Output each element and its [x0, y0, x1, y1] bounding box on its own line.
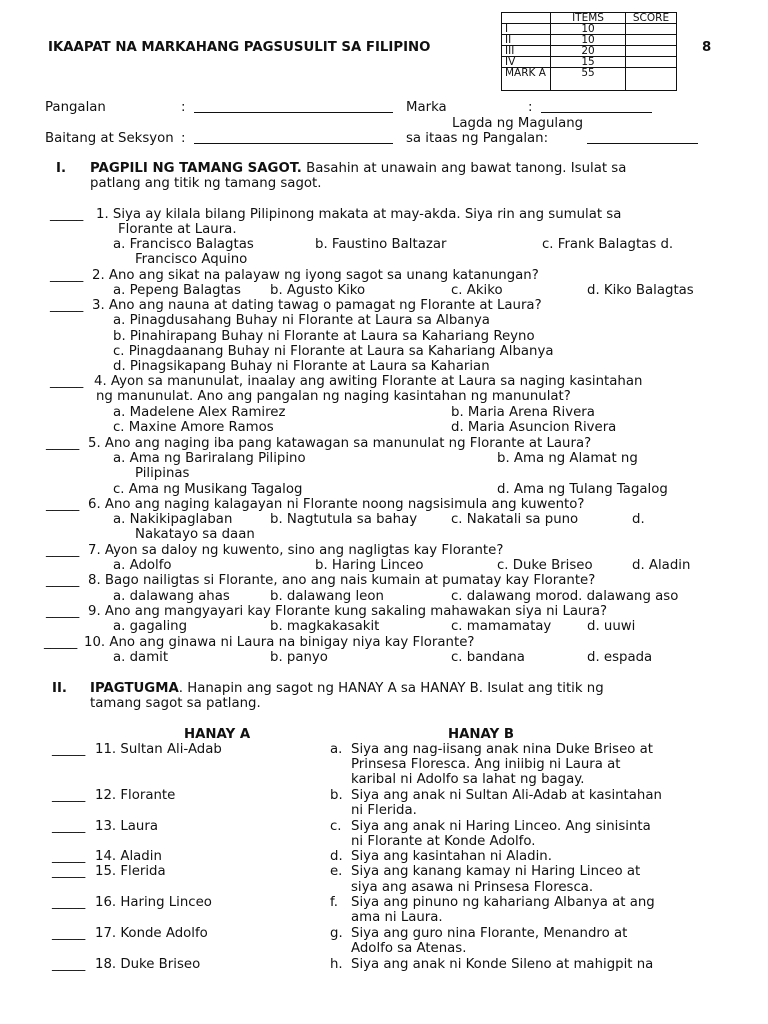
choice: a. Pepeng Balagtas	[113, 283, 241, 298]
answer-blank-12[interactable]: _____	[52, 788, 86, 803]
choice: c. dalawang morod. dalawang aso	[451, 589, 679, 604]
choice: a. gagaling	[113, 619, 188, 634]
question-10: 10. Ano ang ginawa ni Laura na binigay niya kay Florante?	[84, 635, 475, 650]
choice: Pilipinas	[135, 466, 190, 481]
choice: a. Nakikipaglaban	[113, 512, 233, 527]
choice: b. panyo	[270, 650, 328, 665]
choice: d. Kiko Balagtas	[587, 283, 694, 298]
score-row-2: II 10	[502, 35, 677, 46]
hanay-b-item: Siya ang nag-iisang anak nina Duke Briseo at	[351, 742, 653, 757]
choice: a. damit	[113, 650, 169, 665]
choice: d. Ama ng Tulang Tagalog	[497, 482, 668, 497]
question-6: 6. Ano ang naging kalagayan ni Florante noong nagsisimula ang kuwento?	[88, 497, 585, 512]
part1-number: I.	[56, 161, 66, 176]
answer-blank-14[interactable]: _____	[52, 849, 86, 864]
choice: b. Haring Linceo	[315, 558, 424, 573]
score-table	[501, 12, 677, 91]
choice: c. bandana	[451, 650, 525, 665]
choice: b. Nagtutula sa bahay	[270, 512, 418, 527]
choice: b. Pinahirapang Buhay ni Florante at Laura sa Kahariang Reyno	[113, 329, 535, 344]
marka-field[interactable]	[541, 100, 652, 113]
answer-blank-3[interactable]: _____	[50, 298, 84, 313]
score-row-4: IV 15	[502, 57, 677, 68]
answer-blank-8[interactable]: _____	[46, 573, 80, 588]
hanay-b-letter: d.	[330, 849, 343, 864]
hanay-b-letter: e.	[330, 864, 343, 879]
baitang-label: Baitang at Seksyon	[45, 131, 174, 146]
marka-label: Marka	[406, 100, 447, 115]
part1-instruction-cont: patlang ang titik ng tamang sagot.	[90, 176, 322, 191]
choice: a. Madelene Alex Ramirez	[113, 405, 286, 420]
choice: c. mamamatay	[451, 619, 552, 634]
score-row-3: III 20	[502, 46, 677, 57]
question-9: 9. Ano ang mangyayari kay Florante kung sakaling mahawakan siya ni Laura?	[88, 604, 608, 619]
baitang-field[interactable]	[194, 131, 393, 144]
part2-instruction: IPAGTUGMA. Hanapin ang sagot ng HANAY A sa HANAY B. Isulat ang titik ng	[90, 681, 604, 696]
choice: a. Francisco Balagtas	[113, 237, 254, 252]
choice: b. Faustino Baltazar	[315, 237, 447, 252]
choice: c. Nakatali sa puno	[451, 512, 579, 527]
question-4: 4. Ayon sa manunulat, inaalay ang awiting Florante at Laura sa naging kasintahan	[94, 374, 643, 389]
answer-blank-2[interactable]: _____	[50, 268, 84, 283]
hanay-a-item: 18. Duke Briseo	[95, 957, 201, 972]
hanay-b-letter: b.	[330, 788, 343, 803]
hanay-b-item: Siya ang anak ni Haring Linceo. Ang sinisinta	[351, 819, 651, 834]
hanay-a-item: 14. Aladin	[95, 849, 162, 864]
score-row-1: I 10	[502, 24, 677, 35]
answer-blank-9[interactable]: _____	[46, 604, 80, 619]
hanay-a-heading: HANAY A	[184, 727, 251, 742]
choice: c. Maxine Amore Ramos	[113, 420, 274, 435]
choice: c. Ama ng Musikang Tagalog	[113, 482, 303, 497]
name-field[interactable]	[194, 100, 393, 113]
question-8: 8. Bago nailigtas si Florante, ano ang nais kumain at pumatay kay Florante?	[88, 573, 596, 588]
answer-blank-17[interactable]: _____	[52, 926, 86, 941]
choice: d.	[632, 512, 645, 527]
part2-number: II.	[52, 681, 67, 696]
score-table-header: ITEMS SCORE	[502, 13, 677, 24]
hanay-b-heading: HANAY B	[448, 727, 514, 742]
answer-blank-5[interactable]: _____	[46, 436, 80, 451]
answer-blank-10[interactable]: _____	[44, 635, 78, 650]
hanay-a-item: 17. Konde Adolfo	[95, 926, 208, 941]
answer-blank-18[interactable]: _____	[52, 957, 86, 972]
question-2: 2. Ano ang sikat na palayaw ng iyong sagot sa unang katanungan?	[92, 268, 539, 283]
choice: a. Adolfo	[113, 558, 172, 573]
question-5: 5. Ano ang naging iba pang katawagan sa manunulat ng Florante at Laura?	[88, 436, 592, 451]
choice: d. uuwi	[587, 619, 636, 634]
hanay-b-item: Siya ang pinuno ng kahariang Albanya at ang	[351, 895, 655, 910]
choice: c. Frank Balagtas d.	[542, 237, 674, 252]
hanay-a-item: 12. Florante	[95, 788, 176, 803]
choice: b. dalawang leon	[270, 589, 384, 604]
hanay-b-item: Siya ang anak ni Konde Sileno at mahigpit na	[351, 957, 654, 972]
choice: c. Akiko	[451, 283, 503, 298]
choice: b. Ama ng Alamat ng	[497, 451, 638, 466]
score-row-total: MARK A 55	[502, 68, 677, 91]
choice: d. Pinagsikapang Buhay ni Florante at Laura sa Kaharian	[113, 359, 490, 374]
answer-blank-1[interactable]: _____	[50, 207, 84, 222]
question-7: 7. Ayon sa daloy ng kuwento, sino ang nagligtas kay Florante?	[88, 543, 504, 558]
answer-blank-16[interactable]: _____	[52, 895, 86, 910]
choice: d. Maria Asuncion Rivera	[451, 420, 617, 435]
choice: a. Pinagdusahang Buhay ni Florante at Laura sa Albanya	[113, 313, 490, 328]
hanay-b-letter: f.	[330, 895, 338, 910]
score-cell[interactable]	[626, 35, 677, 46]
name-label: Pangalan	[45, 100, 106, 115]
hanay-b-item: Siya ang anak ni Sultan Ali-Adab at kasintahan	[351, 788, 662, 803]
hanay-a-item: 15. Flerida	[95, 864, 166, 879]
score-cell[interactable]	[626, 68, 677, 91]
document-title: IKAAPAT NA MARKAHANG PAGSUSULIT SA FILIPINO	[48, 40, 431, 55]
hanay-a-item: 16. Haring Linceo	[95, 895, 212, 910]
part2-instruction-cont: tamang sagot sa patlang.	[90, 696, 261, 711]
hanay-b-letter: g.	[330, 926, 343, 941]
hanay-b-letter: a.	[330, 742, 343, 757]
lagda-label-2: sa itaas ng Pangalan:	[406, 131, 549, 146]
question-1: 1. Siya ay kilala bilang Pilipinong makata at may-akda. Siya rin ang sumulat sa	[96, 207, 622, 222]
choice: b. Agusto Kiko	[270, 283, 366, 298]
choice: b. magkakasakit	[270, 619, 380, 634]
choice: d. Aladin	[632, 558, 691, 573]
grade-level: 8	[702, 40, 712, 55]
question-3: 3. Ano ang nauna at dating tawag o pamagat ng Florante at Laura?	[92, 298, 542, 313]
choice: b. Maria Arena Rivera	[451, 405, 595, 420]
choice: Nakatayo sa daan	[135, 527, 255, 542]
hanay-b-letter: c.	[330, 819, 342, 834]
part1-instruction: PAGPILI NG TAMANG SAGOT. Basahin at unawain ang bawat tanong. Isulat sa	[90, 161, 627, 176]
answer-blank-7[interactable]: _____	[46, 543, 80, 558]
choice: Francisco Aquino	[135, 252, 248, 267]
hanay-b-item: Siya ang kanang kamay ni Haring Linceo at	[351, 864, 641, 879]
score-cell[interactable]	[626, 46, 677, 57]
choice: c. Pinagdaanang Buhay ni Florante at Laura sa Kahariang Albanya	[113, 344, 554, 359]
lagda-label: Lagda ng Magulang	[452, 116, 584, 131]
hanay-a-item: 13. Laura	[95, 819, 158, 834]
hanay-b-item: Siya ang guro nina Florante, Menandro at	[351, 926, 628, 941]
hanay-b-letter: h.	[330, 957, 343, 972]
lagda-field[interactable]	[587, 131, 698, 144]
answer-blank-13[interactable]: _____	[52, 819, 86, 834]
choice: c. Duke Briseo	[497, 558, 593, 573]
answer-blank-11[interactable]: _____	[52, 742, 86, 757]
hanay-a-item: 11. Sultan Ali-Adab	[95, 742, 222, 757]
choice: a. Ama ng Bariralang Pilipino	[113, 451, 306, 466]
answer-blank-15[interactable]: _____	[52, 864, 86, 879]
hanay-b-item: Siya ang kasintahan ni Aladin.	[351, 849, 552, 864]
score-cell[interactable]	[626, 57, 677, 68]
choice: d. espada	[587, 650, 653, 665]
answer-blank-4[interactable]: _____	[50, 374, 84, 389]
answer-blank-6[interactable]: _____	[46, 497, 80, 512]
score-cell[interactable]	[626, 24, 677, 35]
choice: a. dalawang ahas	[113, 589, 230, 604]
